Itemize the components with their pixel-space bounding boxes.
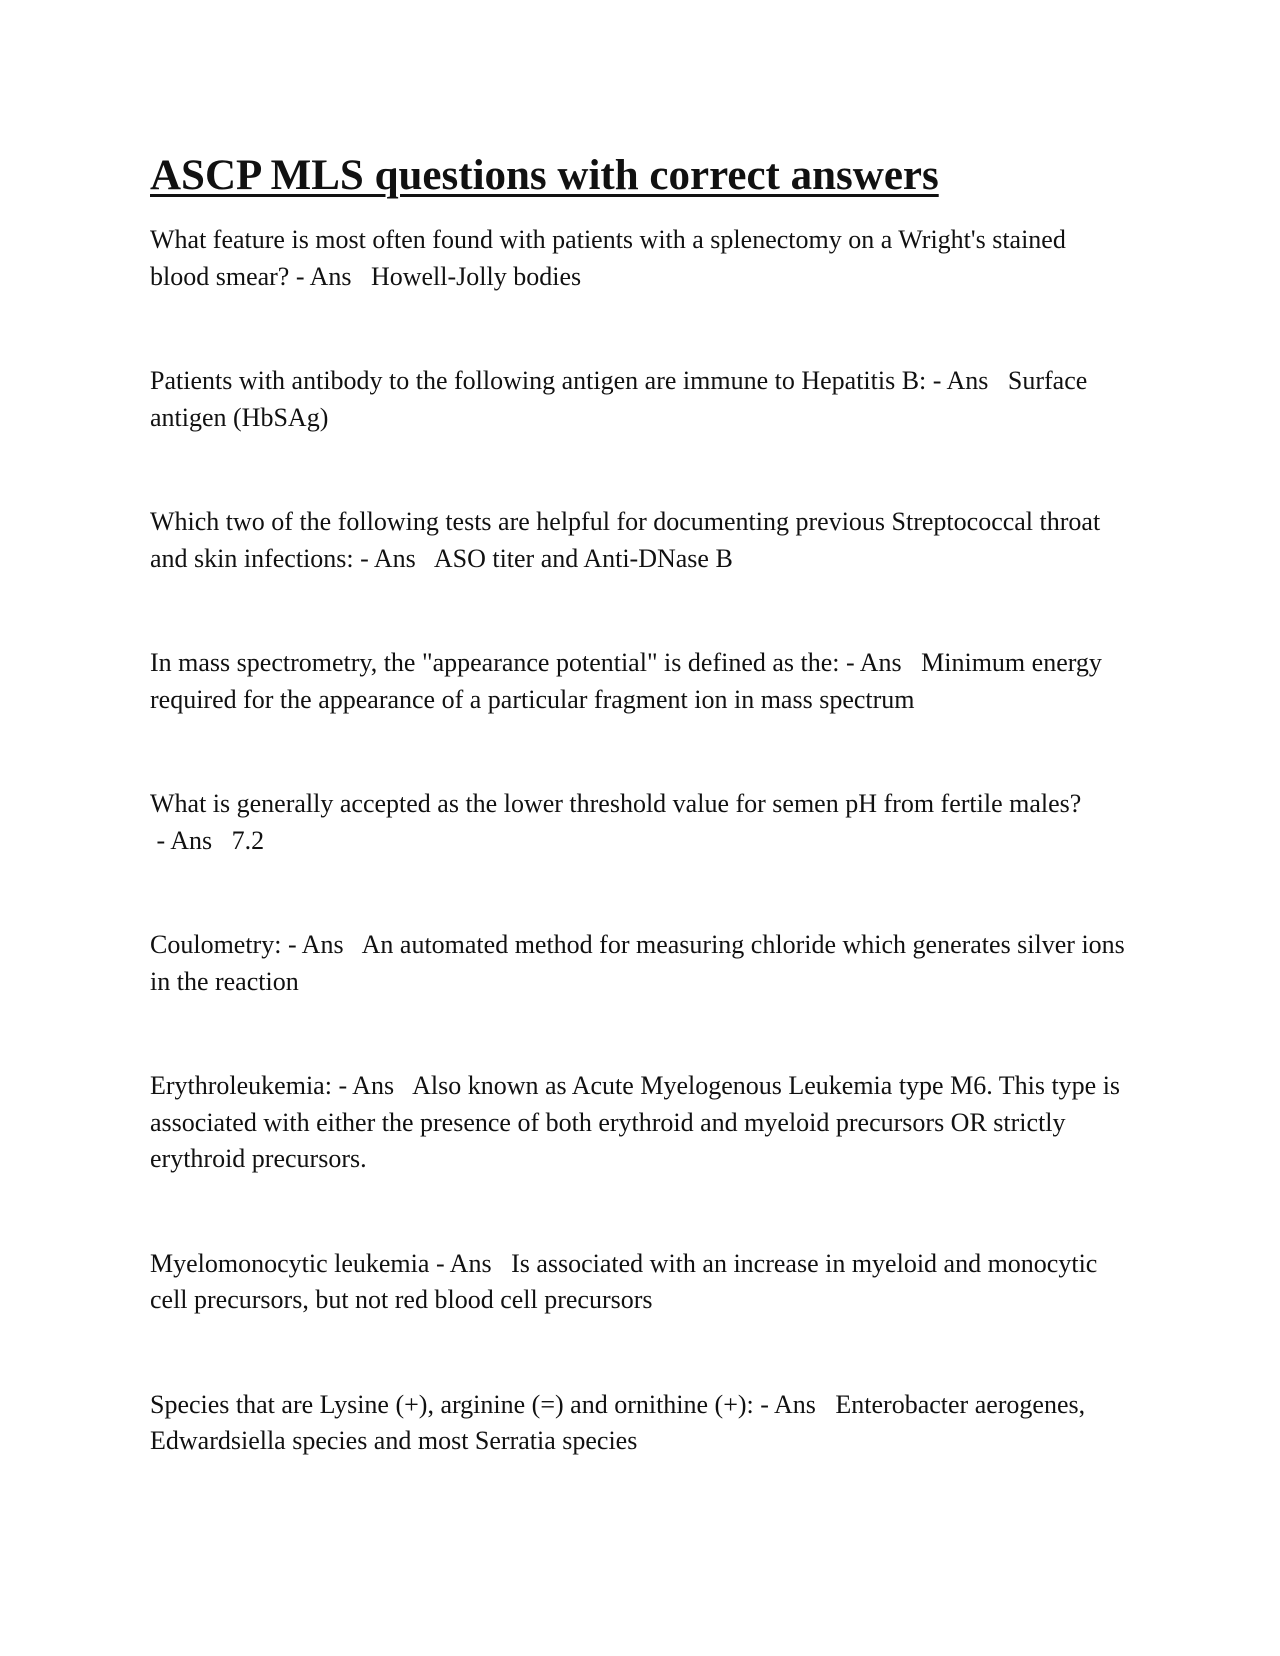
answer-separator: - Ans	[281, 930, 362, 959]
answer-text: An automated method for measuring chloride which generates silver ions in the reaction	[150, 930, 1125, 996]
answer-separator: - Ans	[289, 261, 371, 291]
answer-text: Also known as Acute Myelogenous Leukemia type M6. This type is associated with either the presence of both erythroid and myeloid precursors OR strictly erythroid precursors.	[150, 1071, 1121, 1173]
answer-text: Enterobacter aerogenes, Edwardsiella species and most Serratia species	[150, 1389, 1086, 1455]
question-text: Coulometry:	[150, 930, 282, 959]
answer-separator: - Ans	[429, 1248, 512, 1278]
qa-list	[150, 222, 1130, 1460]
question-text: Which two of the following tests are helpful for documenting previous Streptococcal throat and skin infections:	[150, 507, 1101, 573]
question-text: Species that are Lysine (+), arginine (=) and ornithine (+):	[150, 1389, 754, 1419]
qa-item	[150, 363, 1130, 436]
answer-separator: - Ans	[926, 366, 1008, 395]
qa-item	[150, 645, 1130, 718]
answer-text: 7.2	[231, 825, 265, 855]
answer-separator: - Ans	[331, 1071, 413, 1100]
qa-item	[150, 1068, 1130, 1178]
question-text: What is generally accepted as the lower threshold value for semen pH from fertile males?	[150, 789, 1082, 818]
answer-separator: - Ans	[753, 1389, 836, 1419]
qa-item	[150, 222, 1130, 295]
question-text: Erythroleukemia:	[150, 1071, 332, 1100]
question-text: Myelomonocytic leukemia	[150, 1248, 430, 1278]
qa-item	[150, 786, 1130, 859]
answer-separator: - Ans	[839, 648, 922, 677]
question-text: In mass spectrometry, the "appearance potential" is defined as the:	[150, 648, 840, 677]
answer-text: Minimum energy required for the appearance of a particular fragment ion in mass spectrum	[150, 648, 1102, 714]
answer-text: ASO titer and Anti-DNase B	[433, 543, 733, 573]
document-page	[150, 150, 1130, 1528]
question-text: Patients with antibody to the following antigen are immune to Hepatitis B:	[150, 366, 927, 395]
page-title: ASCP MLS questions with correct answers	[150, 152, 939, 199]
answer-separator: - Ans	[353, 543, 434, 573]
answer-text: Is associated with an increase in myeloid and monocytic cell precursors, but not red blood cell precursors	[150, 1248, 1098, 1314]
answer-text: Howell-Jolly bodies	[370, 261, 582, 291]
answer-separator: - Ans	[150, 825, 232, 855]
qa-item	[150, 1246, 1130, 1319]
qa-item	[150, 927, 1130, 1000]
qa-item	[150, 504, 1130, 577]
question-text: What feature is most often found with patients with a splenectomy on a Wright's stained blood smear?	[150, 225, 1066, 291]
answer-text: Surface antigen (HbSAg)	[150, 366, 1088, 432]
qa-item	[150, 1387, 1130, 1460]
